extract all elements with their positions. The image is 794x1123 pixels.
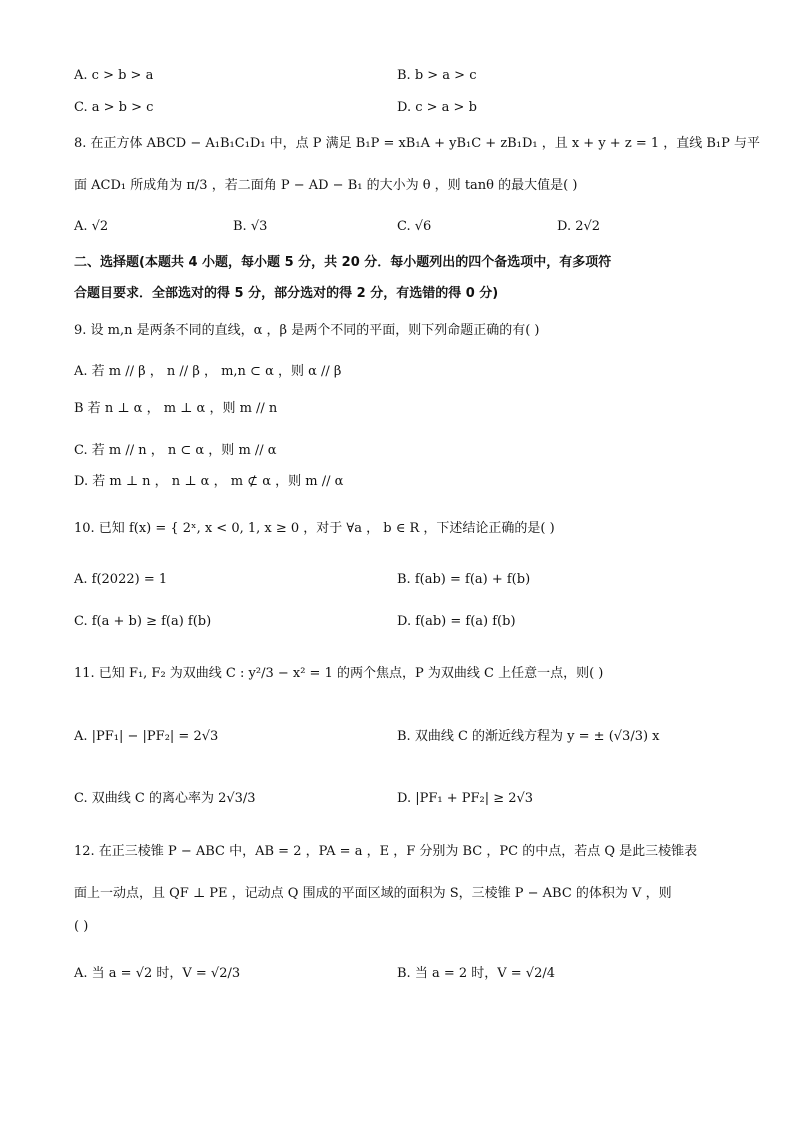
q9-option-a: A. 若 m // β ， n // β ， m,n ⊂ α ，则 α // β: [74, 364, 342, 379]
q11-option-a: A. |PF₁| − |PF₂| = 2√3: [74, 729, 219, 744]
q8-option-b: B. √3: [233, 219, 268, 234]
q7-option-b: B. b > a > c: [397, 68, 477, 83]
q9-option-b: B 若 n ⊥ α ， m ⊥ α ，则 m // n: [74, 401, 278, 416]
q11-option-b: B. 双曲线 C 的渐近线方程为 y = ± (√3/3) x: [397, 729, 660, 744]
q10-option-c: C. f(a + b) ≥ f(a) f(b): [74, 614, 212, 629]
q10-option-b: B. f(ab) = f(a) + f(b): [397, 572, 531, 587]
q10-option-d: D. f(ab) = f(a) f(b): [397, 614, 516, 629]
section2-header-line1: 二、选择题(本题共 4 小题，每小题 5 分，共 20 分．每小题列出的四个备选项中，有多项符: [74, 255, 612, 270]
q8-option-c: C. √6: [397, 219, 432, 234]
q12-option-b: B. 当 a = 2 时，V = √2/4: [397, 966, 556, 981]
q9-option-d: D. 若 m ⊥ n ， n ⊥ α ， m ⊄ α ，则 m // α: [74, 474, 344, 489]
q12-stem-line2: 面上一动点，且 QF ⊥ PE ，记动点 Q 围成的平面区域的面积为 S，三棱锥 P − ABC 的体积为 V ，则: [74, 886, 672, 901]
q8-stem-line2: 面 ACD₁ 所成角为 π/3 ，若二面角 P − AD − B₁ 的大小为 θ ，则 tanθ 的最大值是( ): [74, 178, 578, 193]
q12-stem-line1: 12. 在正三棱锥 P − ABC 中，AB = 2 ，PA = a ，E ，F 分别为 BC ，PC 的中点，若点 Q 是此三棱锥表: [74, 844, 698, 859]
q8-option-d: D. 2√2: [557, 219, 601, 234]
section2-header-line2: 合题目要求．全部选对的得 5 分，部分选对的得 2 分，有选错的得 0 分): [74, 286, 499, 301]
q10-stem: 10. 已知 f(x) = { 2ˣ, x < 0, 1, x ≥ 0 ，对于 ∀a ， b ∈ R ，下述结论正确的是( ): [74, 521, 555, 536]
q11-option-c: C. 双曲线 C 的离心率为 2√3/3: [74, 791, 256, 806]
q8-option-a: A. √2: [74, 219, 109, 234]
q8-stem-line1: 8. 在正方体 ABCD − A₁B₁C₁D₁ 中，点 P 满足 B₁P = xB₁A + yB₁C + zB₁D₁ ，且 x + y + z = 1 ，直线 B₁P 与平: [74, 136, 761, 151]
q7-option-a: A. c > b > a: [74, 68, 154, 83]
q10-option-a: A. f(2022) = 1: [74, 572, 168, 587]
q11-option-d: D. |PF₁ + PF₂| ≥ 2√3: [397, 791, 534, 806]
q9-stem: 9. 设 m,n 是两条不同的直线，α ，β 是两个不同的平面，则下列命题正确的有( ): [74, 323, 540, 338]
q12-option-a: A. 当 a = √2 时，V = √2/3: [74, 966, 241, 981]
q12-stem-line3: ( ): [74, 919, 89, 934]
q7-option-d: D. c > a > b: [397, 100, 477, 115]
q11-stem: 11. 已知 F₁, F₂ 为双曲线 C : y²/3 − x² = 1 的两个焦点，P 为双曲线 C 上任意一点，则( ): [74, 666, 604, 681]
q7-option-c: C. a > b > c: [74, 100, 154, 115]
q9-option-c: C. 若 m // n ， n ⊂ α ，则 m // α: [74, 443, 277, 458]
